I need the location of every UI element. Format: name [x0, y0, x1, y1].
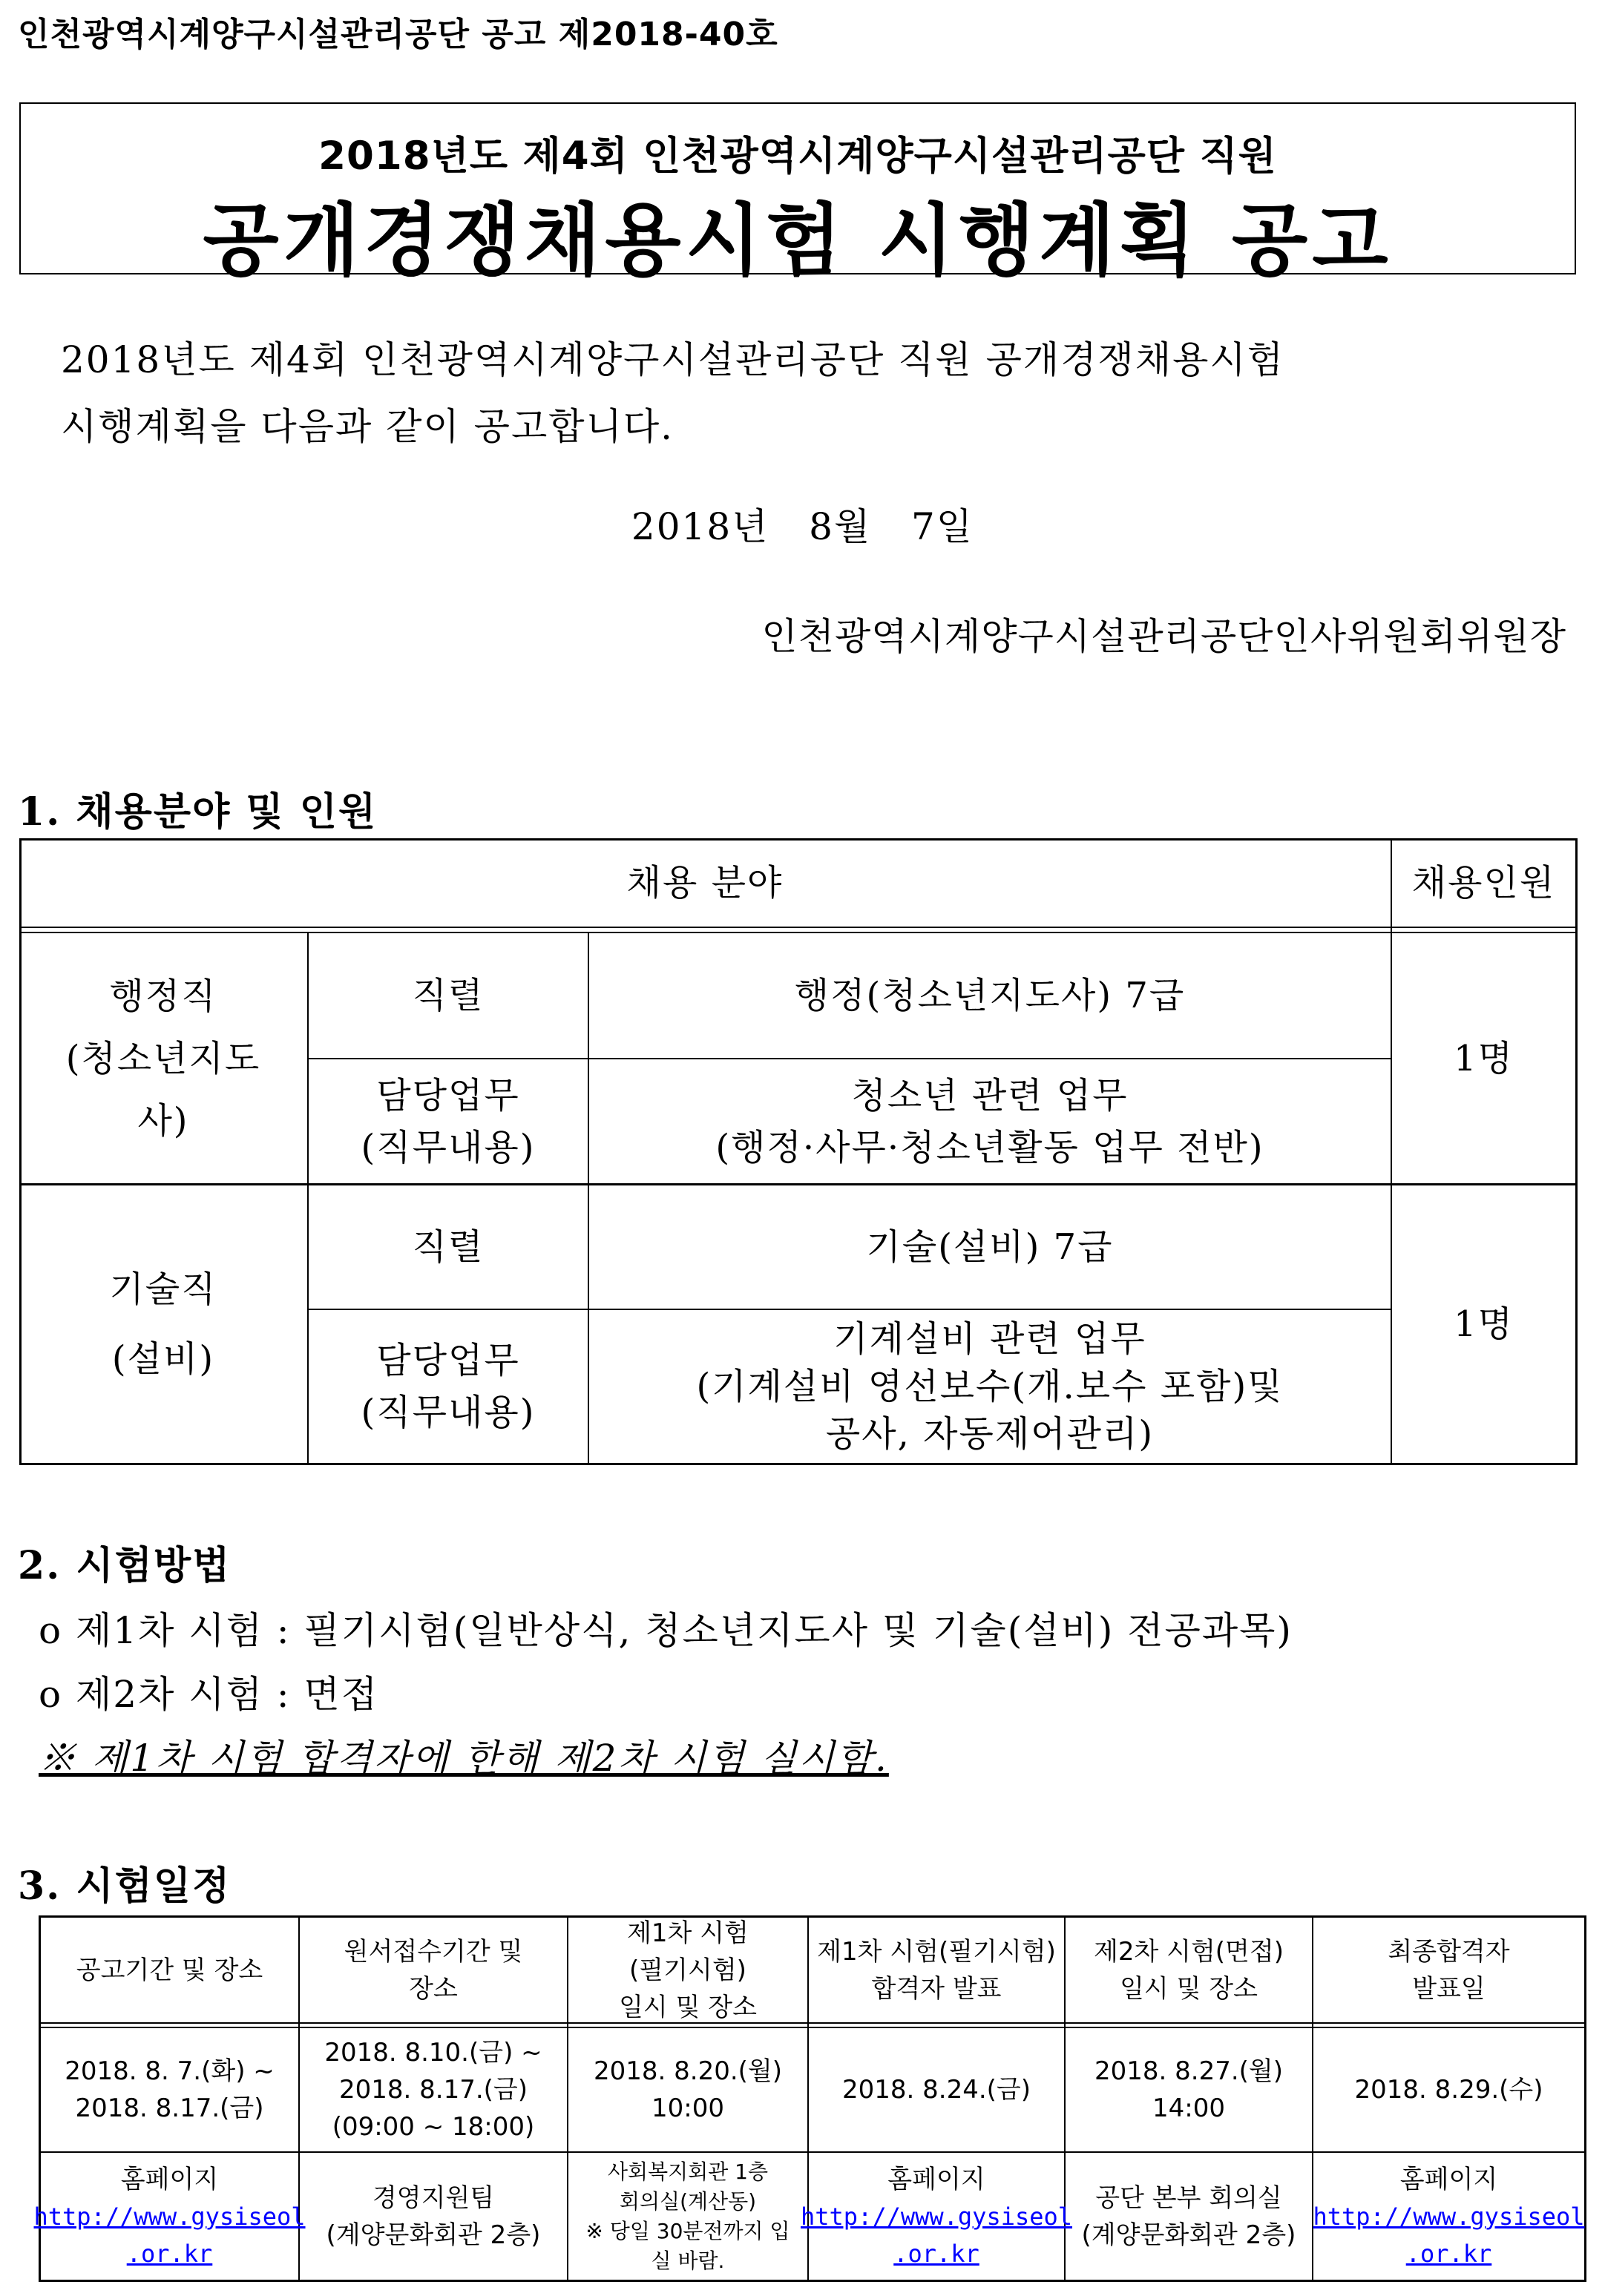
- schedule-place-cell-line: 홈페이지: [887, 2164, 985, 2194]
- schedule-date-cell-line: (09:00 ~ 18:00): [332, 2112, 535, 2142]
- rank-value: 행정(청소년지도사) 7급: [794, 975, 1186, 1016]
- schedule-header-cell-line: 일시 및 장소: [1120, 1973, 1258, 2004]
- title-subheading: 2018년도 제4회 인천광역시계양구시설관리공단 직원: [318, 134, 1277, 179]
- schedule-header-cell-line: 합격자 발표: [871, 1973, 1002, 2004]
- method-note: ※ 제1차 시험 합격자에 한해 제2차 시험 실시함.: [39, 1737, 889, 1780]
- section-2-heading: 2. 시험방법: [18, 1543, 232, 1588]
- schedule-header-cell-line: 제1차 시험: [627, 1918, 749, 1948]
- schedule-date-cell: [300, 2028, 567, 2151]
- intro-line-2: 시행계획을 다음과 같이 공고합니다.: [61, 405, 675, 448]
- homepage-link[interactable]: .or.kr: [893, 2239, 979, 2268]
- notice-date: 2018년 8월 7일: [631, 505, 974, 548]
- schedule-place-cell: [568, 2153, 807, 2280]
- schedule-date-cell-line: 2018. 8.27.(월): [1094, 2056, 1284, 2086]
- duty-line: (행정·사무·청소년활동 업무 전반): [715, 1126, 1264, 1168]
- schedule-place-cell-line: 경영지원팀: [372, 2182, 495, 2213]
- category-line: (청소년지도: [65, 1037, 261, 1079]
- schedule-date-cell-line: 2018. 8.17.(금): [75, 2093, 264, 2123]
- rank-value: 기술(설비) 7급: [866, 1226, 1114, 1268]
- duty-line: 청소년 관련 업무: [851, 1074, 1129, 1116]
- page-title: 공개경쟁채용시험 시행계획 공고: [203, 195, 1393, 286]
- schedule-header-cell: [41, 1918, 298, 2022]
- category-admin: [19, 933, 307, 1183]
- homepage-link[interactable]: http://www.gysiseol: [33, 2202, 306, 2231]
- schedule-place-cell-line: (계양문화회관 2층): [326, 2220, 541, 2250]
- schedule-date-cell-line: 10:00: [651, 2093, 724, 2123]
- schedule-header-cell-line: 일시 및 장소: [619, 1992, 757, 2022]
- header-field: 채용 분야: [626, 861, 784, 904]
- schedule-place-cell-line: 홈페이지: [120, 2164, 219, 2194]
- duty-label-line: (직무내용): [361, 1126, 536, 1168]
- category-line: 행정직: [109, 975, 217, 1017]
- schedule-header-cell-line: 장소: [409, 1973, 458, 2004]
- schedule-date-cell: [809, 2028, 1064, 2151]
- schedule-place-cell: [1313, 2153, 1584, 2280]
- duty-line: 기계설비 관련 업무: [833, 1318, 1146, 1360]
- duty-line: (기계설비 영선보수(개.보수 포함)및: [696, 1366, 1284, 1407]
- duty-description: [589, 1310, 1391, 1463]
- header-count: 채용인원: [1411, 861, 1556, 904]
- schedule-place-cell-line: 홈페이지: [1399, 2164, 1498, 2194]
- duty-label: [309, 1310, 588, 1463]
- schedule-header-cell-line: (필기시험): [629, 1955, 746, 1985]
- schedule-place-cell-line: 회의실(계산동): [619, 2188, 757, 2214]
- count-tech: 1명: [1454, 1303, 1514, 1345]
- signer: 인천광역시계양구시설관리공단인사위원회위원장: [761, 615, 1566, 658]
- schedule-place-cell: [300, 2153, 567, 2280]
- title-box: [19, 102, 1576, 286]
- schedule-date-cell-line: 2018. 8.24.(금): [841, 2075, 1031, 2105]
- schedule-header-cell: [1066, 1918, 1312, 2022]
- duty-label-line: 담당업무: [376, 1074, 520, 1116]
- schedule-date-cell-line: 2018. 8. 7.(화) ~: [65, 2056, 275, 2086]
- intro-line-1: 2018년도 제4회 인천광역시계양구시설관리공단 직원 공개경쟁채용시험: [61, 338, 1285, 381]
- homepage-link[interactable]: .or.kr: [1405, 2239, 1492, 2268]
- homepage-link[interactable]: http://www.gysiseol: [1313, 2202, 1585, 2231]
- schedule-place-cell-line: ※ 당일 30분전까지 입실 바람.: [585, 2218, 790, 2273]
- schedule-place-cell-line: (계양문화회관 2층): [1081, 2220, 1296, 2250]
- schedule-place-cell: [1066, 2153, 1312, 2280]
- schedule-date-cell: [1313, 2028, 1584, 2151]
- schedule-date-cell-line: 2018. 8.17.(금): [338, 2075, 528, 2105]
- method-item-2: o 제2차 시험 : 면접: [39, 1673, 379, 1716]
- schedule-header-cell: [1313, 1918, 1584, 2022]
- schedule-header-cell-line: 최종합격자: [1388, 1936, 1510, 1967]
- schedule-place-cell-line: 공단 본부 회의실: [1095, 2182, 1282, 2213]
- schedule-place-cell-line: 사회복지회관 1층: [607, 2159, 769, 2184]
- schedule-place-cell: [800, 2153, 1073, 2280]
- schedule-header-cell-line: 원서접수기간 및: [344, 1936, 523, 1967]
- duty-label: [309, 1059, 588, 1183]
- schedule-date-cell-line: 2018. 8.10.(금) ~: [324, 2038, 542, 2068]
- count-admin: 1명: [1454, 1037, 1514, 1079]
- section-3-heading: 3. 시험일정: [18, 1864, 232, 1909]
- category-line: (설비): [111, 1338, 215, 1380]
- schedule-header-cell-line: 발표일: [1412, 1973, 1486, 2004]
- category-line: 기술직: [109, 1269, 217, 1310]
- schedule-date-cell: [41, 2028, 298, 2151]
- schedule-header-cell: [568, 1918, 807, 2022]
- schedule-header-cell: [300, 1918, 567, 2022]
- schedule-header-cell-line: 공고기간 및 장소: [76, 1955, 263, 1985]
- schedule-date-cell: [1066, 2028, 1312, 2151]
- schedule-date-cell-line: 14:00: [1152, 2093, 1225, 2123]
- schedule-place-cell: [33, 2153, 306, 2280]
- schedule-header-cell: [809, 1918, 1064, 2022]
- schedule-date-cell: [568, 2028, 807, 2151]
- duty-label-line: (직무내용): [361, 1392, 536, 1433]
- schedule-date-cell-line: 2018. 8.29.(수): [1354, 2075, 1543, 2105]
- schedule-header-cell-line: 제2차 시험(면접): [1093, 1936, 1284, 1967]
- rank-label: 직렬: [412, 1226, 485, 1268]
- duty-label-line: 담당업무: [376, 1340, 520, 1381]
- schedule-table: [33, 1915, 1586, 2282]
- category-line: 사): [137, 1099, 189, 1142]
- recruitment-table: [19, 838, 1578, 1465]
- intro-paragraph: [61, 326, 1545, 460]
- rank-label: 직렬: [412, 975, 485, 1016]
- schedule-date-cell-line: 2018. 8.20.(월): [593, 2056, 783, 2086]
- notice-number: 인천광역시계양구시설관리공단 공고 제2018-40호: [18, 16, 778, 53]
- schedule-header-cell-line: 제1차 시험(필기시험): [817, 1936, 1056, 1967]
- method-item-1: o 제1차 시험 : 필기시험(일반상식, 청소년지도사 및 기술(설비) 전공과목): [39, 1609, 1293, 1652]
- duty-description: [589, 1059, 1391, 1183]
- duty-line: 공사, 자동제어관리): [825, 1413, 1155, 1455]
- homepage-link[interactable]: .or.kr: [126, 2239, 213, 2268]
- section-1-heading: 1. 채용분야 및 인원: [18, 789, 378, 835]
- category-tech: [19, 1185, 307, 1463]
- homepage-link[interactable]: http://www.gysiseol: [800, 2202, 1073, 2231]
